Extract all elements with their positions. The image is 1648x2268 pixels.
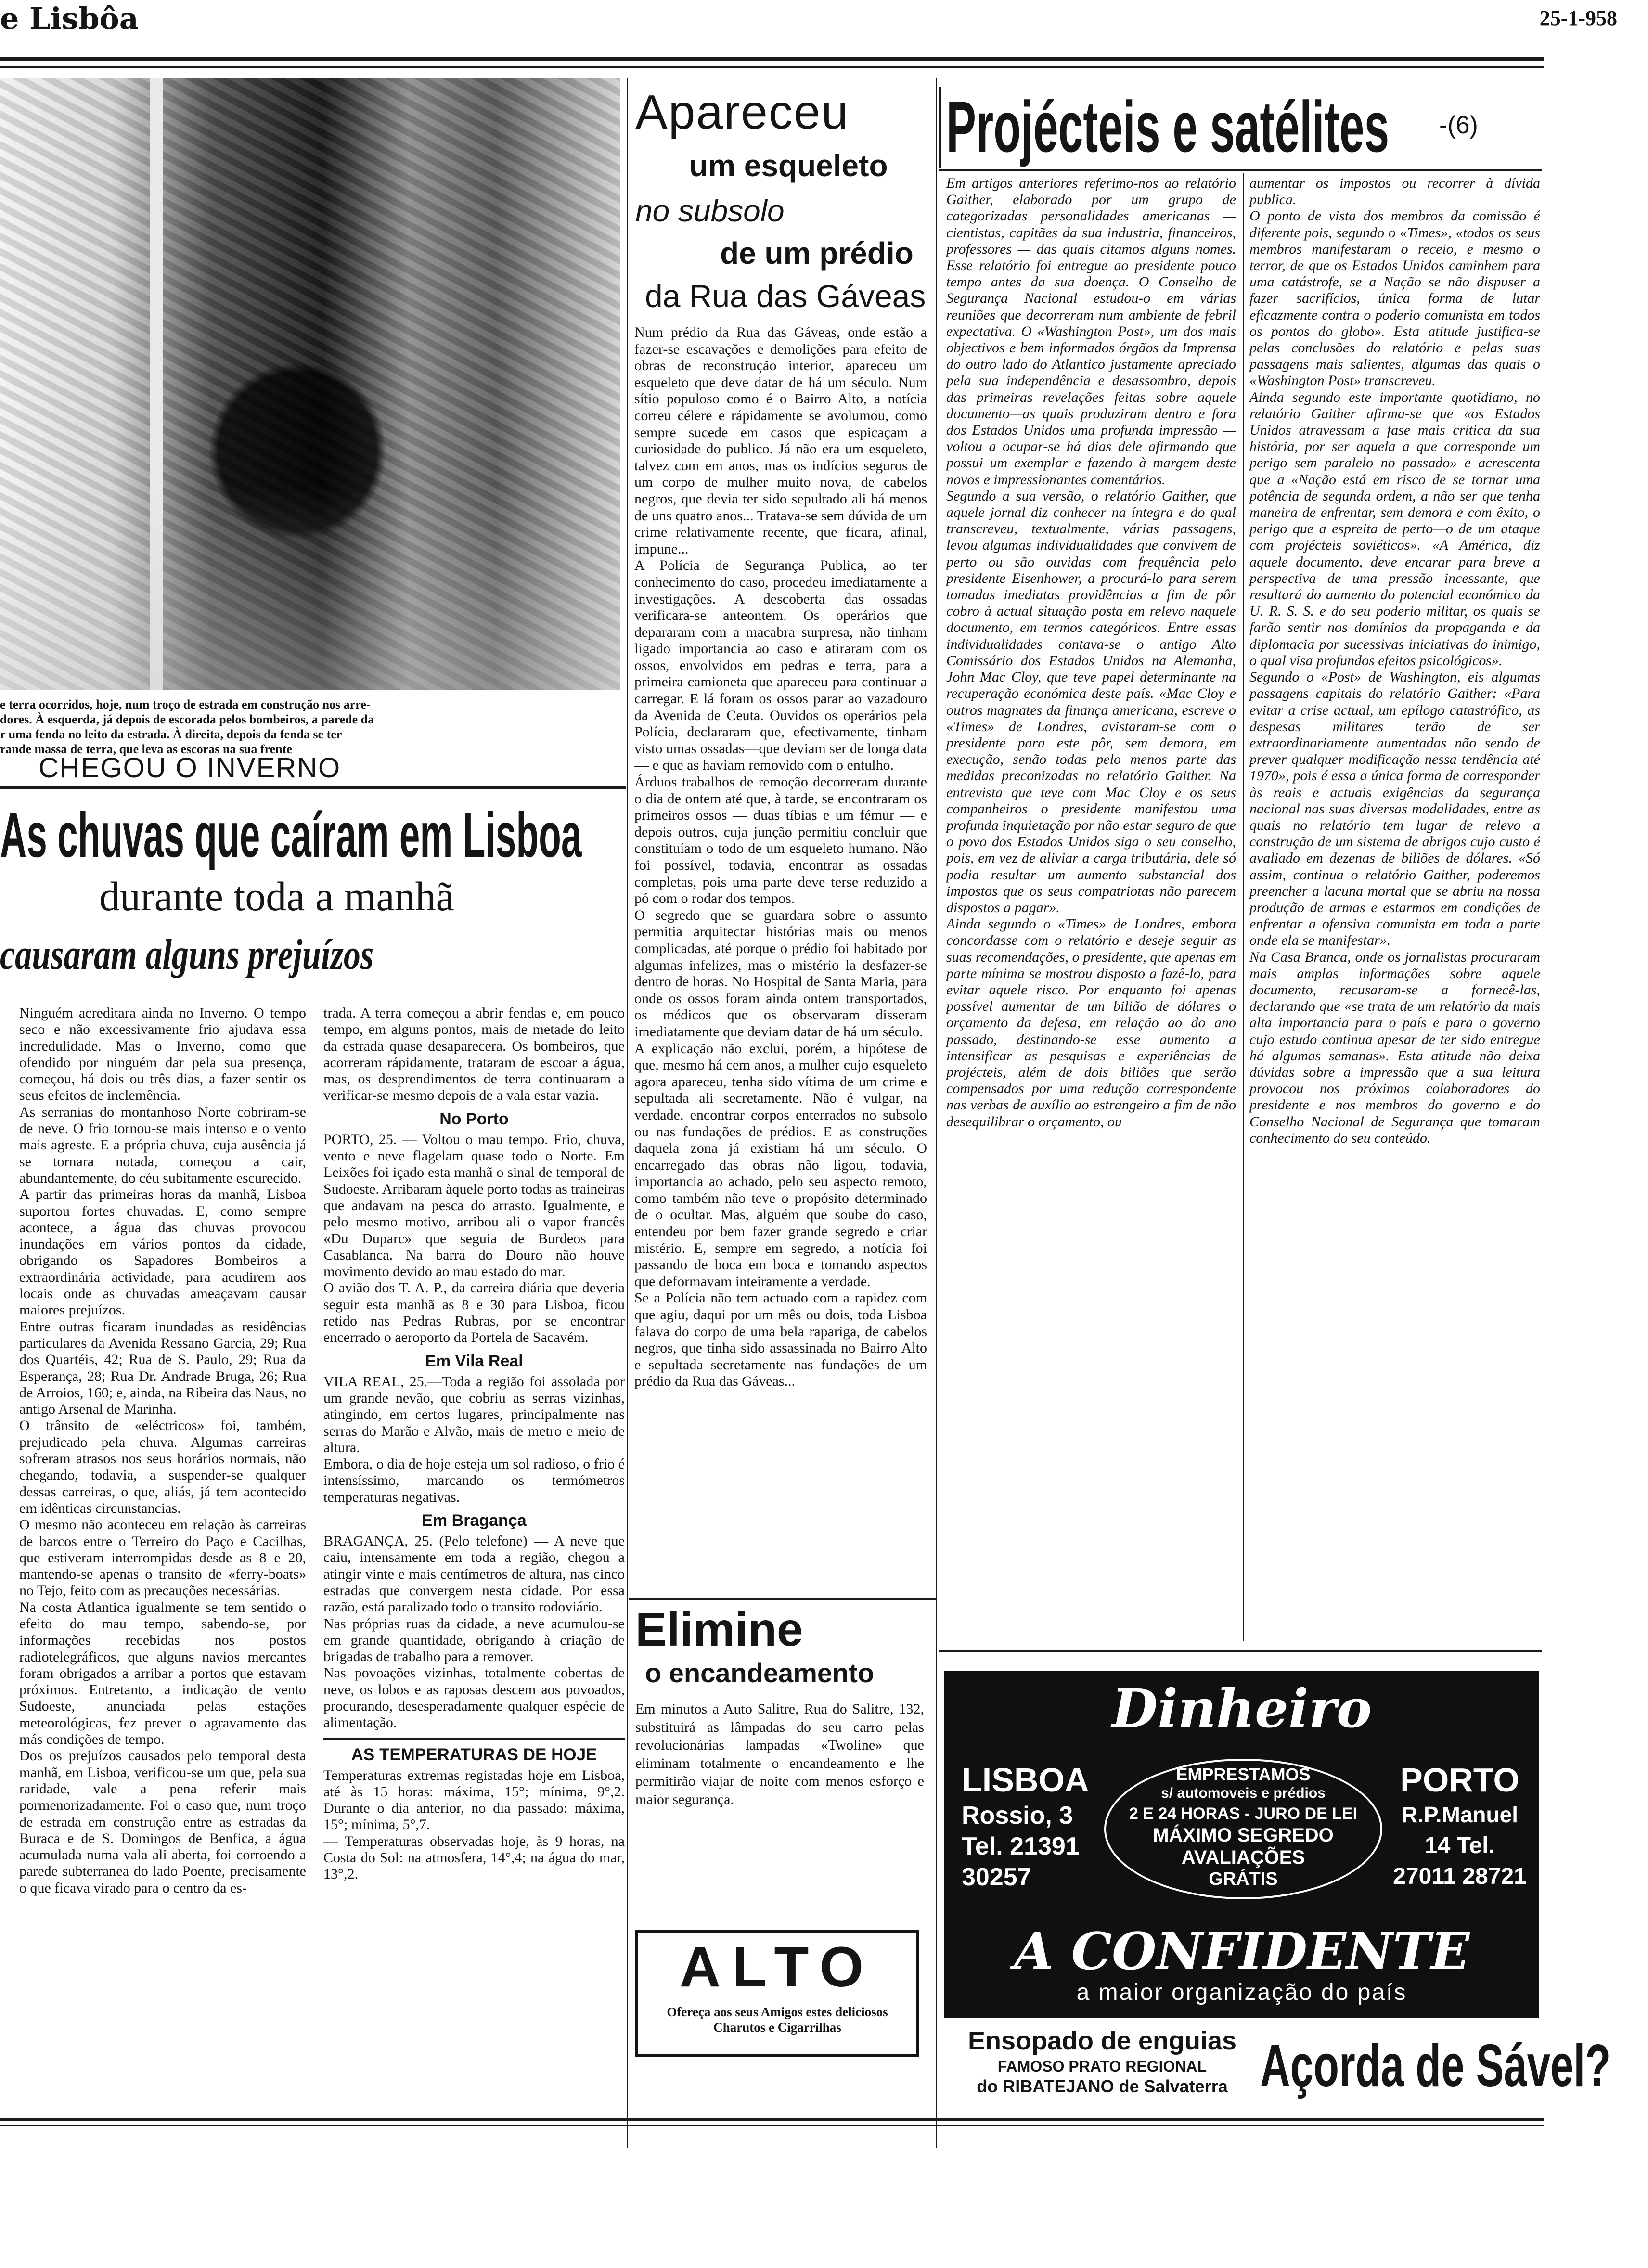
lisboa-tel-2: 30257 — [962, 1863, 1031, 1891]
page-bottom-rule-thin — [0, 2125, 1544, 2126]
loan-line-2: s/ automoveis e prédios — [1161, 1785, 1326, 1801]
esqueleto-head-2: um esqueleto — [689, 148, 888, 183]
temperatures-text: Temperaturas extremas registadas hoje em Lisboa, até às 15 horas: máxima, 15°; mínima, 9°,2. Durante o dia anterior, no dia passado: máxima, 15°; mínima, 5°,7. — Temperaturas observadas hoje, às 9 horas, na Costa do Sol: na atmosfera, 14°,4; na água do mar, 13°,2. — [323, 1767, 625, 1882]
loan-line-6: GRÁTIS — [1209, 1869, 1278, 1889]
projecteis-frame-left — [939, 87, 941, 168]
ensopado-line-2: FAMOSO PRATO REGIONAL — [997, 2058, 1207, 2075]
projecteis-column-1: Em artigos anteriores referimo-nos ao relatório Gaither, elaborado por um grupo de categorizadas personalidades americanas — cientistas, capitães da sua industria, financeiros, professores — das quais citamos alguns nomes. Esse relatório foi entregue ao presidente pouco tempo antes da sua doença. O Conselho de Segurança Nacional estudou-o em várias reuniões que decorreram num ambiente de febril expectativa. O «Washington Post», um dos mais objectivos e bem informados órgãos da Imprensa do outro lado do Atlantico justamente apreciado pela sua independência e desassombro, depois das primeiras revelações feitas sobre aquele documento—as quais produziram dentro e fora dos Estados Unidos uma profunda impressão — voltou a ocupar-se há dias dele afirmando que possui um exemplar e fazendo à margem deste novos e impressionantes comentários. Segundo a sua versão, o relatório Gaither, que aquele jornal diz conhecer na íntegra e do qual transcreveu, textualmente, várias passagens, levou algumas individualidades que convivem de perto ou são ouvidas com frequência pelo presidente Eisenhower, a procurá-lo para serem tomadas imediatas providências a fim de pôr cobro à actual situação posta em relevo naquele documento, em termos categóricos. Entre essas individualidades contava-se o antigo Alto Comissário dos Estados Unidos na Alemanha, John Mac Cloy, que teve papel determinante na recuperação económica deste país. «Mac Cloy e outros magnates da finança americana, escreve o «Times» de Londres, avistaram-se com o presidente para este pôr, sem demora, em execução, senão todas pelo menos parte das medidas preconizadas no relatório Gaither. Na entrevista que teve com Mac Cloy e os seus companheiros o presidente manifestou uma profunda inquietação por não estar seguro de que o povo dos Estados Unidos siga o seu conselho, pois, em vez de aliviar a carga tributária, dele só podia resultar um aumento substancial dos impostos que os seus compatriotas não parecem dispostos a pagar». Ainda segundo o «Times» de Londres, embora concordasse com o relatório e deseje seguir as suas recomendações, o presidente, que apenas em parte mínima se mostrou disposto a fazê-lo, para evitar aquele risco. Por enquanto foi apenas possível aumentar de um bilião de dólares o orçamento da defesa, em relação ao do ano passado, destinando-se esse aumento a intensificar as pesquisas e experiências de projécteis, além de dois biliões que serão compensados por uma redução correspondente nas verbas de auxílio ao estrangeiro a fim de não desequilibrar o orçamento, ou — [946, 175, 1236, 1130]
projecteis-title: Projécteis e satélites — [946, 86, 1390, 167]
loan-line-4: MÁXIMO SEGREDO — [1153, 1825, 1334, 1846]
loan-line-1: EMPRESTAMOS — [1176, 1765, 1311, 1784]
photo-caption: e terra ocorridos, hoje, num troço de estrada em construção nos arre- dores. À esquerda, já depois de escorada pelos bombeiros, a parede da r uma fenda no leito da estrada. À direita, depois da fenda se ter rande massa de terra, que leva as escoras na sua frente — [0, 697, 374, 756]
alto-title: ALTO — [679, 1935, 876, 1999]
elimine-text: Em minutos a Auto Salitre, Rua do Salitre, 132, substituirá as lâmpadas do seu carro pelas revolucionárias lampadas «Twoline» que eliminam totalmente o encandeamento e lhe permitirão viajar de noite com menos esforço e maior segurança. — [635, 1701, 924, 1807]
loan-line-5: AVALIAÇÕES — [1181, 1847, 1305, 1868]
vila-real-text: VILA REAL, 25.—Toda a região foi assolada por um grande nevão, que cobriu as serras vizinhas, atingindo, em certos lugares, principalmente nas serras do Marão e Alvão, mais de metro e meio de altura. Embora, o dia de hoje esteja um sol radioso, o frio é intensíssimo, marcando os termómetros temperaturas negativas. — [323, 1373, 625, 1505]
dinheiro-ad — [944, 1671, 1539, 2018]
braganca-text: BRAGANÇA, 25. (Pelo telefone) — A neve que caiu, intensamente em toda a região, chegou a atingir vinte e mais centímetros de altura, nas cinco estradas que convergem nesta cidade. Por essa razão, está paralizado todo o transito rodoviário. Nas próprias ruas da cidade, a neve acumulou-se em grande quantidade, obrigando à criação de brigadas de trabalho para a remover. Nas povoações vizinhas, totalmente cobertas de neve, os lobos e as raposas descem aos povoados, procurando, desesperadamente qualquer espécie de alimentação. — [323, 1533, 625, 1731]
photo-shading — [0, 488, 620, 690]
chuvas-deck-2: causaram alguns prejuízos — [0, 931, 374, 979]
porto-city: PORTO — [1400, 1761, 1519, 1799]
projecteis-col-rule — [1243, 173, 1244, 1641]
ensopado-line-1: Ensopado de enguias — [967, 2026, 1237, 2055]
chuvas-deck-1: durante toda a manhã — [99, 873, 454, 919]
confidente-brand: A CONFIDENTE — [1014, 1921, 1470, 1981]
esqueleto-head-4: de um prédio — [720, 236, 914, 271]
porto-address: R.P.Manuel — [1402, 1802, 1518, 1827]
chuvas-column-2 — [323, 1005, 625, 2112]
esqueleto-head-1: Apareceu — [635, 85, 850, 139]
chuvas-col2-text: trada. A terra começou a abrir fendas e, em pouco tempo, em alguns pontos, mais de metade do leito da estrada quase desaparecera. Os bombeiros, que acorreram rápidamente, trataram de escoar a água, mas, os desprendimentos de terra continuaram a verificar-se mesmo depois de a vala estar vazia. — [323, 1005, 625, 1104]
lisboa-tel: Tel. 21391 — [962, 1832, 1080, 1860]
projecteis-bottom-rule — [939, 1650, 1542, 1652]
projecteis-column-2: aumentar os impostos ou recorrer à dívida publica. O ponto de vista dos membros da comissão é diferente pois, segundo o «Times», «todos os seus membros manifestaram o receio, e mesmo o terror, de que os Estados Unidos caminhem para uma catástrofe, se a Nação se não dispuser a fazer sacrifícios, única forma de lutar eficazmente contra o poderio comunista em todos os pontos do globo». Esta atitude justifica-se pelas conclusões do relatório e pelas suas passagens mais salientes, algumas das quais o «Washington Post» transcreveu. Ainda segundo este importante quotidiano, no relatório Gaither afirma-se que «os Estados Unidos atravessam a fase mais crítica da sua história, por ser aquela a que corresponde um perigo sem paralelo no passado» e acrescenta que a «Nação está em risco de se tornar uma potência de segunda ordem, a não ser que tenha maneira de enfrentar, sem demora e com êxito, o perigo que a espreita de perto—o de um ataque com projécteis soviéticos». «A América, diz aquele documento, deve encarar para breve a perspectiva de uma pressão incessante, que resultará do aumento do potencial económico da U. R. S. S. e do seu poderio militar, os quais se farão sentir nos domínios da propaganda e da diplomacia por sucessivas iniciativas do inimigo, o qual visa profundos efeitos psicológicos». Segundo o «Post» de Washington, eis algumas passagens capitais do relatório Gaither: «Para evitar a crise actual, um epílogo catastrófico, as despesas militares terão de ser extraordinariamente aumentadas não sendo de prever qualquer modificação nessa tendência até 1970», pois é essa a única forma de corresponder às reais e actuais exigências da segurança nacional nas suas diversas modalidades, entre as quais no relatório tem lugar de relevo a construção de um sistema de abrigos cujo custo é avaliado em dezenas de biliões de dólares. «Só assim, continua o relatório Gaither, poderemos preencher a lacuna mortal que se abriu na nossa produção de armas e estarmos em condições de enfrentar a ofensiva comunista em toda a parte onde ela se manifestar». Na Casa Branca, onde os jornalistas procuraram mais amplas informações sobre aquele documento, recusaram-se a fornecê-las, declarando que «se trata de um relatório da mais alta importancia para o país e para o governo cujo estudo continua apesar de ter sido entregue há algumas semanas». Esta atitude não deixa dúvidas sobre a impressão que a sua leitura provocou nos próximos colaboradores do presidente e nos membros do governo e do Conselho Nacional de Segurança que tomaram conhecimento do seu conteúdo. — [1249, 175, 1540, 1146]
masthead-rule-thin — [0, 66, 1544, 68]
temperatures-subhead: AS TEMPERATURAS DE HOJE — [351, 1745, 597, 1764]
vila-real-subhead: Em Vila Real — [425, 1352, 523, 1370]
lisboa-address: Rossio, 3 — [962, 1802, 1073, 1830]
porto-text: PORTO, 25. — Voltou o mau tempo. Frio, chuva, vento e neve flagelam quase todo o Norte. Em Leixões foi içado esta manhã o sinal de temporal de Sudoeste. Arribaram àquele porto todas as traineiras que andavam na pesca do arrasto. Igualmente, e pelo mesmo motivo, arribou ali o vapor francês «Du Duparc» que seguia de Burdeos para Casablanca. Na barra do Douro não houve movimento devido ao mau estado do mar. O avião dos T. A. P., da carreira diária que deveria seguir esta manhã as 8 e 30 para Lisboa, ficou retido nas Pedras Rubras, por se encontrar encerrado o aeroporto da Portela de Sacavém. — [323, 1131, 625, 1346]
projecteis-title-rule — [939, 169, 1542, 171]
dinheiro-title: Dinheiro — [1111, 1677, 1372, 1740]
braganca-subhead: Em Bragança — [422, 1511, 527, 1530]
esqueleto-head-5: da Rua das Gáveas — [645, 278, 926, 314]
alto-text: Ofereça aos seus Amigos estes deliciosos Charutos e Cigarrilhas — [667, 2005, 888, 2035]
elimine-rule-top — [629, 1598, 936, 1600]
masthead-rule-thick — [0, 57, 1544, 61]
loan-line-3: 2 E 24 HORAS - JURO DE LEI — [1129, 1804, 1358, 1823]
elimine-subtitle: o encandeamento — [645, 1658, 875, 1688]
col-rule-1 — [627, 78, 628, 2148]
masthead-date: 25-1-958 — [1539, 6, 1617, 30]
porto-subhead: No Porto — [439, 1109, 509, 1128]
col-rule-2 — [936, 78, 937, 2148]
esqueleto-text: Num prédio da Rua das Gáveas, onde estão a fazer-se escavações e demolições para efeito de obras de reconstrução interior, apareceu um esqueleto que deve datar de há um século. Num sítio populoso como é o Bairro Alto, a notícia correu célere e rápidamente se avolumou, como sempre sucede em casos que espicaçam a curiosidade do publico. Já não era um esqueleto, talvez com em anos, mas os indícios seguros de um corpo de mulher muito nova, de cabelos negros, que devia ter sido sepultado ali há menos de uns quatro anos... Tratava-se sem dúvida de um crime relativamente recente, que ficara, afinal, impune... A Polícia de Segurança Publica, ao ter conhecimento do caso, procedeu imediatamente a investigações. A descoberta das ossadas verificara-se anteontem. Os operários que depararam com a macabra surpresa, não tinham ligado importancia ao caso e atiraram com os ossos, envolvidos em pedras e terra, para a primeira camioneta que apareceu para continuar a carregar. E lá foram os ossos parar ao vazadouro da Avenida de Ceuta. Ouvidos os operários pela Polícia, declararam que, efectivamente, tinham visto umas ossadas—que deviam ser de longa data — e que as haviam removido com o entulho. Árduos trabalhos de remoção decorreram durante o dia de ontem até que, à tarde, se encontraram os primeiros ossos — duas tíbias e um fémur — e depois outros, cuja junção permitiu concluir que constituíam o todo de um esqueleto humano. Não foi possível, todavia, encontrar as ossadas completas, pois uma parte deve terse reduzido a pó com o rodar dos tempos. O segredo que se guardara sobre o assunto permitia arquitectar histórias mais ou menos complicadas, até porque o prédio foi habitado por algumas infelizes, mas o mistério la desfazer-se dentro de horas. No Hospital de Santa Maria, para onde os ossos foram ainda ontem transportados, os médicos que os observaram disseram imediatamente que deviam datar de há um século. A explicação não exclui, porém, a hipótese de que, mesmo há cem anos, a mulher cujo esqueleto agora apareceu, tenha sido vítima de um crime e sepultada ali secretamente. Não é vulgar, na verdade, encontrar corpos enterrados no subsolo ou nas fundações de prédios. E as construções daquela zona já existiam há um século. O encarregado das obras não ligou, todavia, importancia ao achado, pelo seu aspecto remoto, como também não teve o propósito determinado de o ocultar. Mas, alguém que soube do caso, entendeu por bem fazer grande segredo e criar mistério. E, sempre em segredo, a notícia foi passando de boca em boca e tomando aspectos que deformavam inteiramente a verdade. Se a Polícia não tem actuado com a rapidez com que agiu, daqui por um mês ou dois, toda Lisboa falava do corpo de uma bela rapariga, de cabelos negros, que tinha sido assassinada no Bairro Alto e sepultada secretamente nas fundações de um prédio da Rua das Gáveas... — [634, 324, 927, 1390]
lisboa-city: LISBOA — [962, 1761, 1089, 1799]
esqueleto-head-3: no subsolo — [635, 193, 785, 228]
masthead-title: e Lisbôa — [0, 1, 139, 36]
porto-tel-2: 27011 28721 — [1393, 1864, 1527, 1889]
acorda-question: Açorda de Sável? — [1260, 2033, 1611, 2099]
confidente-tagline: a maior organização do país — [1076, 1980, 1407, 2005]
page-bottom-rule — [0, 2118, 1544, 2121]
photo-road-collapse — [0, 78, 620, 690]
ensopado-line-3: do RIBATEJANO de Salvaterra — [977, 2076, 1228, 2096]
chuvas-column-1: Ninguém acreditara ainda no Inverno. O tempo seco e não excessivamente frio ajudava essa incredulidade. Mas o Inverno, como que ofendido por ninguém dar pela sua presença, começou, há dois ou três dias, a fazer sentir os seus efeitos de inclemência. As serranias do montanhoso Norte cobriram-se de neve. O frio tornou-se mais intenso e o vento mais agreste. E a própria chuva, cuja ausência já se tornara notada, começou a cair, abundantemente, do céu subitamente escurecido. A partir das primeiras horas da manhã, Lisboa suportou fortes chuvadas. E, como sempre acontece, a água das chuvas provocou inundações em vários pontos da cidade, obrigando os Sapadores Bombeiros a extraordinária actividade, para acudirem aos locais onde as chuvadas ameaçavam causar maiores prejuízos. Entre outras ficaram inundadas as residências particulares da Avenida Ressano Garcia, 29; Rua dos Quartéis, 42; Rua de S. Paulo, 29; Rua da Esperança, 28; Rua Dr. Andrade Bruga, 26; Rua de Arroios, 160; e, ainda, na Ribeira das Naus, no antigo Arsenal de Marinha. O trânsito de «eléctricos» foi, também, prejudicado pela chuva. Algumas carreiras sofreram atrasos nos seus horários normais, não chegando, todavia, a suspender-se qualquer dessas carreiras, o que, aliás, já tem acontecido em idênticas circunstancias. O mesmo não aconteceu em relação às carreiras de barcos entre o Terreiro do Paço e Cacilhas, que estiveram interrompidas desde as 8 e 20, mantendo-se apenas o transito de «ferry-boats» no Tejo, feito com as precauções necessárias. Na costa Atlantica igualmente se tem sentido o efeito do mau tempo, sabendo-se, por informações recebidas nos postos radiotelegráficos, que alguns navios mercantes foram obrigados a arribar a portos que estavam próximos. Entretanto, a indicação de vento Sudoeste, anunciada pelas estações meteorológicas, fez prever o agravamento das más condições de tempo. Dos os prejuízos causados pelo temporal desta manhã, em Lisboa, verificou-se um que, pela sua raridade, vale a pena referir mais pormenorizadamente. Foi o caso que, num troço de estrada em construção entre as estradas da Buraca e de S. Domingos de Benfica, a água acumulada numa vala ali aberta, foi corroendo a parede subterranea do lado Poente, precisamente o que ficava virado para o centro da es- — [19, 1005, 306, 1896]
projecteis-suffix: -(6) — [1439, 111, 1478, 139]
chuvas-kicker: CHEGOU O INVERNO — [39, 752, 341, 784]
porto-tel: 14 Tel. — [1425, 1833, 1495, 1858]
alto-ad-box — [635, 1930, 919, 2057]
temp-rule — [323, 1738, 625, 1740]
elimine-title: Elimine — [635, 1603, 803, 1656]
chuvas-headline: As chuvas que caíram em Lisboa — [0, 799, 582, 870]
kicker-rule — [0, 786, 626, 789]
